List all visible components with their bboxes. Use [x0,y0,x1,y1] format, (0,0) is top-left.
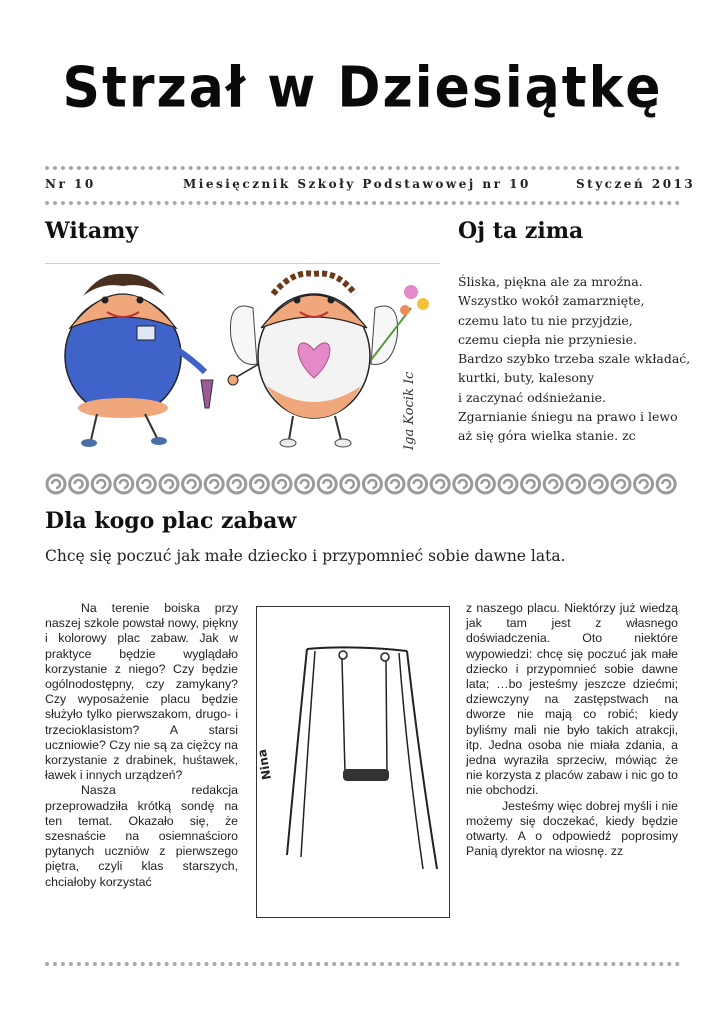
article-paragraph: Jesteśmy więc dobrej myśli i nie możemy się doczekać, kiedy będzie otwarty. A o odpowiedź poprosimy Panią dyrektor na wiosnę. zz [466,798,678,859]
swirl-ornament [544,475,562,493]
swirl-ornament [386,475,404,493]
article-title: Dla kogo plac zabaw [45,508,297,534]
eggs-couple-drawing [45,268,443,456]
swirl-ornament [409,475,427,493]
poem-line: i zaczynać odśnieżanie. [458,389,606,405]
article-lead: Chcę się poczuć jak małe dziecko i przypomnieć sobie dawne lata. [45,547,566,565]
swirl-ornament [589,475,607,493]
article-paragraph: Na terenie boiska przy naszej szkole powstał nowy, piękny i kolorowy plac zabaw. Jak w praktyce będzie wyglądało korzystanie z niego? Czy będzie ogólnodostępny, czy zamykany? Czy wyposażenie placu będzie służyło tylko pierwszakom, drugo- i trzecioklasistom? A starsi uczniowie? Czy nie są za ciężcy na korzystanie z drabinek, huśtawek, ławek i innych urządzeń? [45,601,238,783]
article-paragraph: z naszego placu. Niektórzy już wiedzą jak tam jest z własnego doświadczenia. Oto niektóre wypowiedzi: chcę się poczuć jak małe dziecko i przypomnieć sobie dawne lata; …bo jesteśmy jeszcze dziećmi; dziewczyny na zastępstwach na dworze nie mają co robić; kiedy byliśmy mali nie było takich atrakcji, itp. Jedna osoba nie miała zdania, a jedna wyraziła sprzeciw, mówiąc że nie korzysta z placów zabaw i nic go to nie obchodzi. [466,601,678,798]
swirl-ornament [137,475,155,493]
poem-line: Bardzo szybko trzeba szale wkładać, [458,351,691,367]
swirl-ornament [612,475,630,493]
article-column-left [45,601,238,890]
swirl-ornament [70,475,88,493]
drawing-signature: Iga Kocik Ic [402,371,417,450]
swirl-ornament [363,475,381,493]
swirl-ornament [318,475,336,493]
poem-line: czemu ciepła nie przyniesie. [458,331,638,347]
dotted-divider-top [45,166,680,170]
poem-line: aż się góra wielka stanie. zc [458,428,636,444]
poem-line: Wszystko wokół zamarznięte, [458,293,645,309]
swirl-ornament [499,475,517,493]
swirl-ornament [183,475,201,493]
girl-egg-figure [228,273,429,447]
poem-line: kurtki, buty, kalesony [458,370,595,386]
swirl-divider [45,470,680,498]
swirl-ornament [454,475,472,493]
swirl-ornament [522,475,540,493]
swirl-ornament [205,475,223,493]
welcome-title: Witamy [45,218,139,244]
poem-line: Śliska, piękna ale za mroźna. [458,274,643,289]
swirl-ornament [273,475,291,493]
swirl-ornament [567,475,585,493]
swirl-ornament [47,475,65,493]
issue-date: Styczeń 2013 [576,177,696,191]
poem-line: czemu lato tu nie przyjdzie, [458,312,633,328]
swirl-ornament [635,475,653,493]
dotted-divider-bottom [45,962,680,966]
issue-number: Nr 10 [45,177,96,191]
swirl-ornament [92,475,110,493]
swirl-ornament [160,475,178,493]
poem-title: Oj ta zima [458,218,584,244]
poem-line: Zgarnianie śniegu na prawo i lewo [458,409,678,425]
article-paragraph: Nasza redakcja przeprowadziła krótką sondę na ten temat. Okazało się, że szesnaście na osiemnaścioro pytanych uczniów z pierwszego piętra, czyli klas starszych, chciałoby korzystać [45,783,238,889]
swirl-ornament [115,475,133,493]
poem-body [458,272,698,446]
publication-name: Miesięcznik Szkoły Podstawowej nr 10 [183,177,531,191]
welcome-rule [45,263,440,264]
swirl-ornament [431,475,449,493]
masthead-title: Strzał w Dziesiątkę [62,55,663,121]
swirl-ornament [341,475,359,493]
swirl-ornament [296,475,314,493]
swing-signature: Nina [254,748,274,781]
swirl-ornament [657,475,675,493]
dotted-divider-header [45,201,680,205]
boy-egg-figure [65,274,213,447]
swirl-ornament [250,475,268,493]
swirl-ornament [228,475,246,493]
article-column-right [466,601,678,859]
swirl-ornament [476,475,494,493]
swing-drawing-frame [256,606,450,918]
swing-drawing [254,607,449,917]
